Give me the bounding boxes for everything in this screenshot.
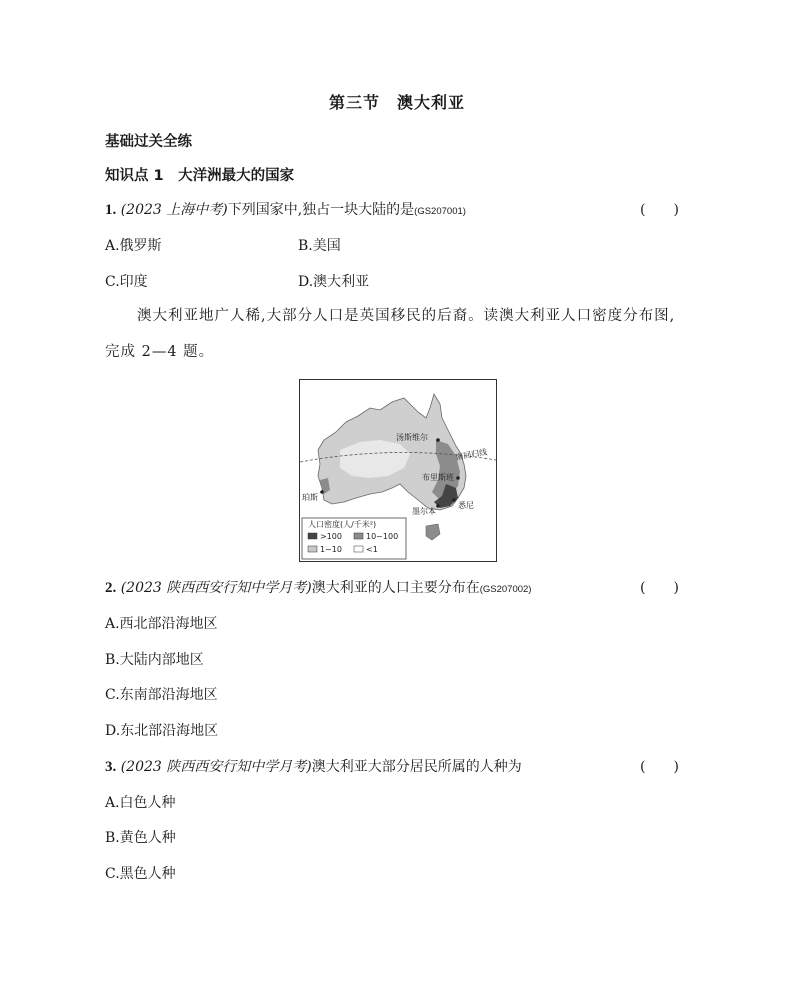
knowledge-point-heading: 知识点 1 大洋洲最大的国家 (105, 168, 295, 184)
answer-blank[interactable]: ( ) (640, 759, 679, 775)
option-c[interactable]: C.黑色人种 (105, 866, 176, 882)
townsville-label: 汤斯维尔 (396, 433, 428, 442)
option-d[interactable]: D.东北部沿海地区 (105, 723, 219, 739)
question-stem: 下列国家中,独占一块大陆的是 (227, 202, 415, 218)
question-number: 2. (105, 580, 117, 596)
option-c[interactable]: C.印度 (105, 274, 148, 290)
brisbane-dot (456, 476, 460, 480)
option-a[interactable]: A.俄罗斯 (105, 238, 162, 254)
question-source: (2023 上海中考) (120, 202, 228, 218)
legend-item-2: 10~100 (366, 532, 399, 541)
legend-item-3: 1~10 (320, 545, 342, 554)
legend-item-4: <1 (366, 545, 378, 554)
perth-label: 珀斯 (302, 493, 318, 502)
question-code: (GS207002) (479, 584, 532, 595)
legend-swatch-1 (308, 533, 317, 539)
question-source: (2023 陕西西安行知中学月考) (120, 759, 312, 775)
melbourne-dot (436, 504, 440, 508)
legend-swatch-4 (354, 546, 363, 552)
sydney-label: 悉尼 (458, 501, 474, 510)
townsville-dot (436, 438, 440, 442)
question-1 (105, 199, 466, 219)
australia-map-svg (300, 380, 496, 561)
option-d[interactable]: D.澳大利亚 (298, 274, 370, 290)
population-density-map (299, 379, 497, 562)
question-stem: 澳大利亚的人口主要分布在 (311, 580, 480, 596)
perth-dot (320, 490, 324, 494)
map-legend (302, 518, 406, 559)
question-3 (105, 756, 522, 776)
legend-title: 人口密度(人/千米²) (308, 520, 377, 529)
option-b[interactable]: B.黄色人种 (105, 830, 176, 846)
question-number: 1. (105, 202, 117, 218)
option-b[interactable]: B.大陆内部地区 (105, 652, 204, 668)
question-stem: 澳大利亚大部分居民所属的人种为 (311, 759, 522, 775)
sydney-dot (452, 498, 456, 502)
option-c[interactable]: C.东南部沿海地区 (105, 687, 218, 703)
question-2 (105, 577, 531, 597)
question-code: (GS207001) (414, 206, 466, 217)
tropic-label: 南回归线 (454, 447, 488, 462)
section-heading: 基础过关全练 (105, 134, 192, 150)
option-b[interactable]: B.美国 (298, 238, 341, 254)
brisbane-label: 布里斯班 (422, 473, 454, 482)
legend-swatch-3 (308, 546, 317, 552)
page-title: 第三节 澳大利亚 (328, 93, 465, 112)
answer-blank[interactable]: ( ) (640, 202, 679, 218)
option-a[interactable]: A.白色人种 (105, 795, 176, 811)
answer-blank[interactable]: ( ) (640, 580, 679, 596)
question-source: (2023 陕西西安行知中学月考) (120, 580, 312, 596)
reading-passage: 澳大利亚地广人稀,大部分人口是英国移民的后裔。读澳大利亚人口密度分布图,完成 2—4 题。 (105, 308, 676, 360)
option-a[interactable]: A.西北部沿海地区 (105, 616, 218, 632)
melbourne-label: 墨尔本 (412, 507, 436, 516)
question-number: 3. (105, 759, 117, 775)
tasmania (426, 524, 440, 540)
legend-item-1: >100 (320, 532, 342, 541)
legend-swatch-2 (354, 533, 363, 539)
